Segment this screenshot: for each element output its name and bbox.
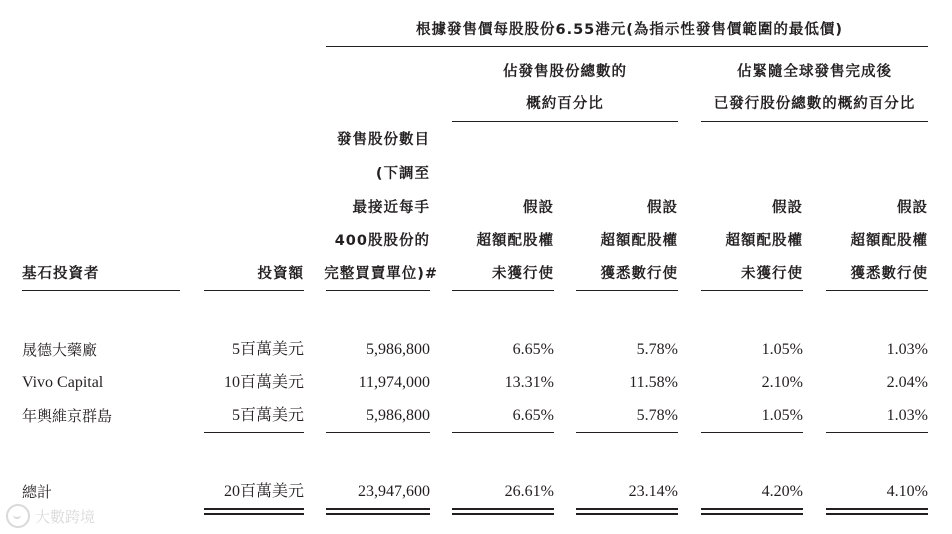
shares-header-line3: 最接近每手 bbox=[352, 200, 430, 216]
group2-title-line2: 已發行股份總數的概約百分比 bbox=[713, 96, 916, 112]
price-title-rule bbox=[326, 46, 928, 47]
pct-offer-not-exercised: 6.65% bbox=[512, 407, 554, 424]
investor-name: Vivo Capital bbox=[22, 374, 104, 391]
price-title: 根據發售價每股股份6.55港元(為指示性發售價範圍的最低價) bbox=[416, 22, 844, 38]
col2-assume: 假設 bbox=[647, 200, 678, 216]
subtotal-rule-shares bbox=[326, 432, 430, 433]
total-label: 總計 bbox=[22, 483, 53, 501]
offer-shares: 11,974,000 bbox=[358, 374, 430, 391]
header-rule-col4 bbox=[826, 290, 928, 291]
header-rule-col1 bbox=[452, 290, 554, 291]
offer-shares: 5,986,800 bbox=[366, 341, 430, 358]
shares-header-line4: 400股股份的 bbox=[334, 233, 430, 249]
pct-issued-fully-exercised: 1.03% bbox=[886, 407, 928, 424]
subtotal-rule-amount bbox=[204, 432, 304, 433]
header-rule-shares bbox=[326, 290, 430, 291]
shares-header-line1: 發售股份數目 bbox=[337, 132, 430, 148]
investment-amount: 5百萬美元 bbox=[231, 341, 304, 358]
pct-issued-fully-exercised: 2.04% bbox=[886, 374, 928, 391]
col4-over: 超額配股權 bbox=[850, 233, 928, 249]
investment-amount: 10百萬美元 bbox=[223, 374, 304, 391]
col4-full: 獲悉數行使 bbox=[850, 266, 928, 282]
col3-not: 未獲行使 bbox=[741, 266, 803, 282]
total-amount: 20百萬美元 bbox=[223, 483, 304, 500]
col1-over: 超額配股權 bbox=[476, 233, 554, 249]
total-pct-offer-fully-exercised: 23.14% bbox=[628, 483, 678, 500]
pct-issued-fully-exercised: 1.03% bbox=[886, 341, 928, 358]
shares-header-line5: 完整買賣單位)# bbox=[324, 266, 438, 282]
col3-over: 超額配股權 bbox=[725, 233, 803, 249]
investor-name: 年輿維京群島 bbox=[22, 407, 113, 425]
total-pct-issued-not-exercised: 4.20% bbox=[761, 483, 803, 500]
pct-issued-not-exercised: 2.10% bbox=[761, 374, 803, 391]
group1-title-line1: 佔發售股份總數的 bbox=[503, 64, 627, 80]
col2-over: 超額配股權 bbox=[600, 233, 678, 249]
subtotal-rule-col1 bbox=[452, 432, 554, 433]
amount-header: 投資額 bbox=[257, 266, 304, 282]
subtotal-rule-col3 bbox=[701, 432, 803, 433]
col3-assume: 假設 bbox=[772, 200, 803, 216]
total-pct-offer-not-exercised: 26.61% bbox=[504, 483, 554, 500]
subtotal-rule-col4 bbox=[826, 432, 928, 433]
col1-assume: 假設 bbox=[523, 200, 554, 216]
pct-issued-not-exercised: 1.05% bbox=[761, 341, 803, 358]
pct-offer-fully-exercised: 5.78% bbox=[636, 341, 678, 358]
smile-logo-icon bbox=[6, 504, 30, 528]
watermark bbox=[6, 504, 95, 528]
group1-title-line2: 概約百分比 bbox=[526, 96, 604, 112]
group2-title-rule bbox=[701, 121, 928, 122]
pct-offer-fully-exercised: 5.78% bbox=[636, 407, 678, 424]
shares-header-line2: (下調至 bbox=[375, 166, 430, 182]
col1-not: 未獲行使 bbox=[492, 266, 554, 282]
subtotal-rule-col2 bbox=[576, 432, 678, 433]
investment-amount: 5百萬美元 bbox=[231, 407, 304, 424]
offer-shares: 5,986,800 bbox=[366, 407, 430, 424]
total-pct-issued-fully-exercised: 4.10% bbox=[886, 483, 928, 500]
header-rule-col3 bbox=[701, 290, 803, 291]
header-rule-investor bbox=[22, 290, 180, 291]
total-shares: 23,947,600 bbox=[358, 483, 430, 500]
pct-issued-not-exercised: 1.05% bbox=[761, 407, 803, 424]
pct-offer-fully-exercised: 11.58% bbox=[629, 374, 678, 391]
pct-offer-not-exercised: 6.65% bbox=[512, 341, 554, 358]
col4-assume: 假設 bbox=[897, 200, 928, 216]
col2-full: 獲悉數行使 bbox=[600, 266, 678, 282]
group2-title-line1: 佔緊隨全球發售完成後 bbox=[737, 64, 892, 80]
investor-header: 基石投資者 bbox=[22, 266, 100, 282]
group1-title-rule bbox=[452, 121, 678, 122]
watermark-text: 大數跨境 bbox=[35, 507, 96, 526]
header-rule-col2 bbox=[576, 290, 678, 291]
investor-name: 晟德大藥廠 bbox=[22, 341, 98, 359]
pct-offer-not-exercised: 13.31% bbox=[504, 374, 554, 391]
header-rule-amount bbox=[204, 290, 304, 291]
